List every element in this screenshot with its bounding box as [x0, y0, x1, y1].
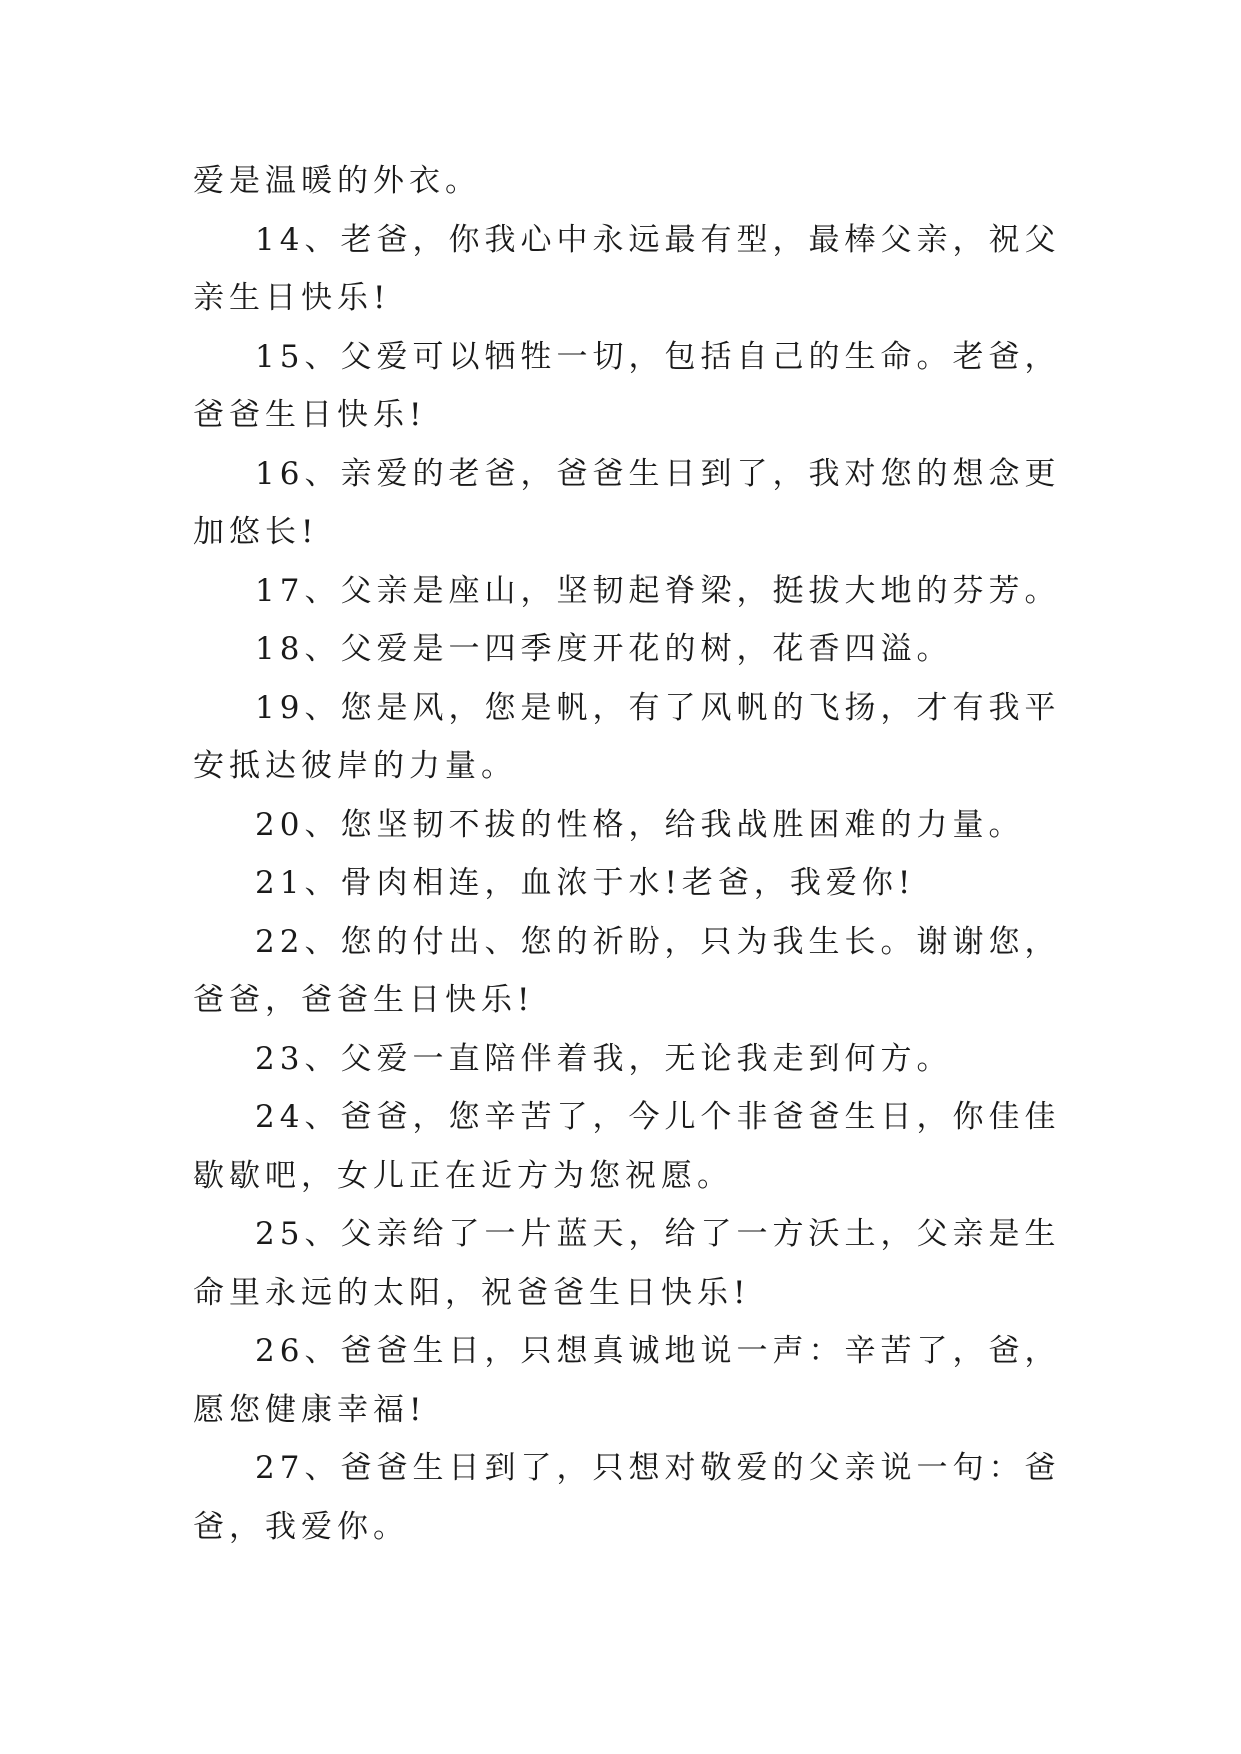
paragraph-14: 14、老爸，你我心中永远最有型，最棒父亲，祝父亲生日快乐!: [193, 221, 1061, 316]
paragraph-15: 15、父爱可以牺牲一切，包括自己的生命。老爸，爸爸生日快乐!: [193, 338, 1061, 433]
paragraph-23: 23、父爱一直陪伴着我，无论我走到何方。: [255, 1040, 953, 1077]
paragraph-16: 16、亲爱的老爸，爸爸生日到了，我对您的想念更加悠长!: [193, 455, 1061, 550]
paragraph-18: 18、父爱是一四季度开花的树，花香四溢。: [255, 631, 953, 667]
paragraph-19: 19、您是风，您是帆，有了风帆的飞扬，才有我平安抵达彼岸的力量。: [193, 689, 1061, 784]
paragraph-20: 20、您坚韧不拔的性格，给我战胜困难的力量。: [255, 806, 1025, 843]
paragraph-26: 26、爸爸生日，只想真诚地说一声：辛苦了，爸，愿您健康幸福!: [193, 1333, 1061, 1428]
document-body: [193, 152, 1063, 1556]
paragraph-17: 17、父亲是座山，坚韧起脊梁，挺拔大地的芬芳。: [255, 572, 1061, 609]
paragraph-24: 24、爸爸，您辛苦了，今儿个非爸爸生日，你佳佳歇歇吧，女儿正在近方为您祝愿。: [193, 1099, 1061, 1194]
paragraph-27: 27、爸爸生日到了，只想对敬爱的父亲说一句：爸爸，我爱你。: [193, 1450, 1061, 1545]
paragraph-21: 21、骨肉相连，血浓于水!老爸，我爱你!: [255, 865, 916, 901]
paragraph-22: 22、您的付出、您的祈盼，只为我生长。谢谢您，爸爸，爸爸生日快乐!: [193, 923, 1061, 1018]
paragraph-25: 25、父亲给了一片蓝天，给了一方沃土，父亲是生命里永远的太阳，祝爸爸生日快乐!: [193, 1216, 1061, 1311]
paragraph-continuation: 爱是温暖的外衣。: [193, 163, 481, 199]
